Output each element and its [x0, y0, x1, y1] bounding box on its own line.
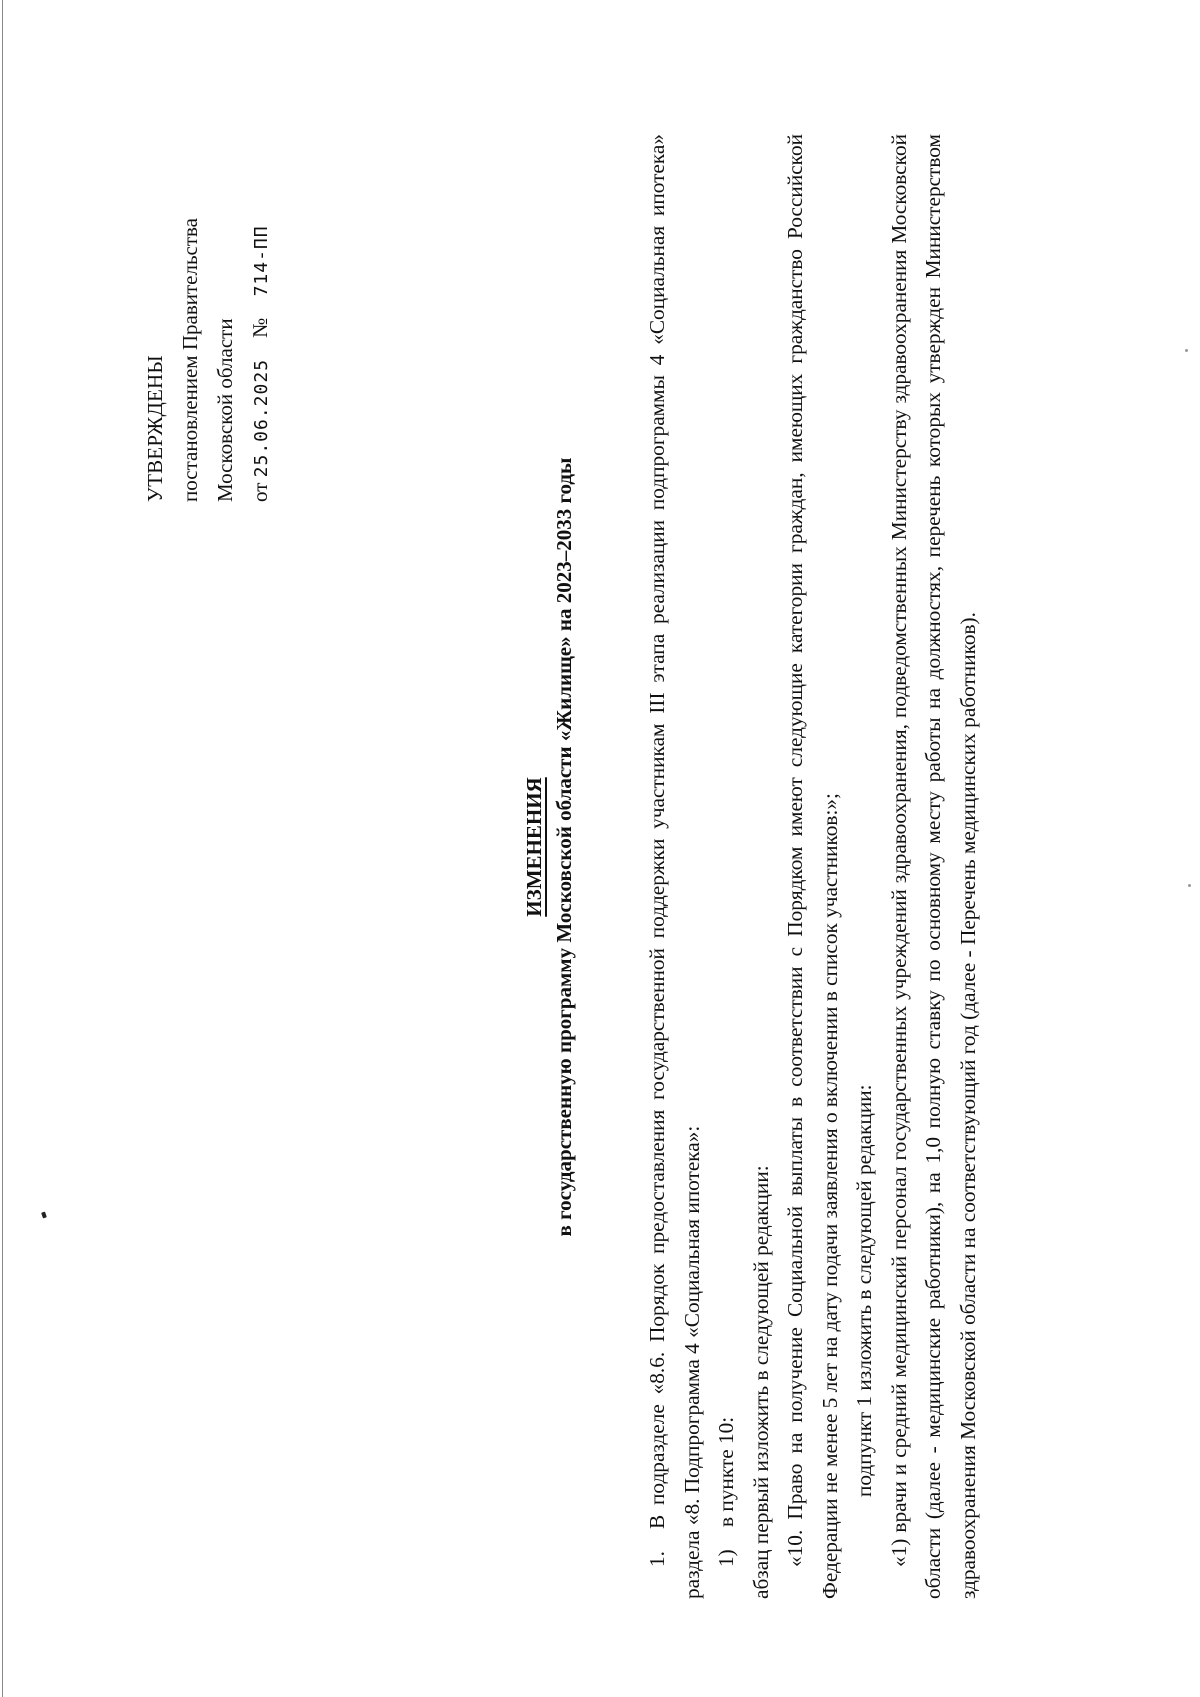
paragraph-1-text: В подразделе «8.6. Порядок предоставления государственной поддержки участникам III этапа реализации подпрограммы 4 «Социальная ипотека» раздела «8. Подпрограмма 4 «Социальная ипотека»:: [645, 134, 704, 1599]
approval-number: 714-ПП: [251, 225, 272, 297]
approval-date-line: [243, 162, 279, 502]
paragraph-2-text: в пункте 10:: [714, 1416, 738, 1527]
scan-speck-faint: [1188, 884, 1191, 887]
document-heading: [520, 137, 579, 1557]
document-body: [640, 134, 985, 1599]
scan-speck-faint: [1185, 349, 1188, 352]
heading-subtitle: в государственную программу Московской области «Жилище» на 2023–2033 годы: [552, 457, 576, 1237]
paragraph-5: подпункт 1 изложить в следующей редакции:: [852, 1084, 876, 1497]
approval-stamp-block: [138, 162, 279, 502]
approval-title: УТВЕРЖДЕНЫ: [143, 355, 167, 502]
approval-date-prefix: от: [248, 482, 272, 502]
paragraph-1-number: 1.: [645, 1551, 669, 1567]
paragraph-6: «1) врачи и средний медицинский персонал государственных учреждений здравоохранения, подведомственных Министерству здравоохранения Московской области (далее - медицинские работники), на 1,0 полную ставку по основному месту работы на должностях, перечень которых утвержден Министерством здравоохранения Московской области на соответствующий год (далее - Перечень медицинских работников).: [886, 134, 980, 1599]
heading-title: ИЗМЕНЕНИЯ: [522, 777, 546, 917]
paragraph-2: [709, 134, 744, 1599]
paragraph-4: «10. Право на получение Социальной выплаты в соответствии с Порядком имеют следующие категории граждан, имеющих гражданство Российской Федерации не менее 5 лет на дату подачи заявления о включении в список участников:»;: [783, 134, 842, 1599]
paragraph-1: [640, 134, 709, 1599]
paragraph-2-number: 1): [714, 1549, 738, 1567]
approval-date: 25.06.2025: [251, 358, 272, 478]
approval-number-sign: №: [248, 317, 272, 338]
approval-line-1: постановлением Правительства: [178, 217, 202, 502]
approval-line-2: Московской области: [213, 318, 237, 502]
paragraph-3: абзац первый изложить в следующей редакции:: [748, 1165, 773, 1599]
